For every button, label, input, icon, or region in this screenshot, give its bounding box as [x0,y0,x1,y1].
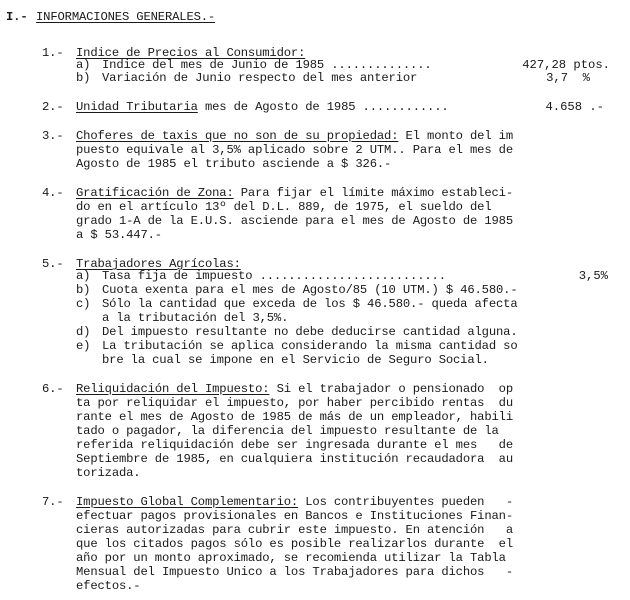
item-2-value: 4.658 .- [545,100,604,114]
item-6-line-3: rante el mes de Agosto de 1985 de más de un empleador, habili [76,410,513,424]
item-5b-label: b) [76,283,91,297]
item-6-line-5: referida reliquidación debe ser ingresada durante el mes de [76,438,513,452]
section-title: INFORMACIONES GENERALES.- [36,10,216,24]
item-7-line-5: año por un monto aproximado, se recomienda utilizar la Tabla [76,551,506,565]
item-2-number: 2.- [42,100,64,114]
item-1a-text: Indice del mes de Junio de 1985 .............. [102,58,432,72]
item-5c-continuation: a la tributación del 3,5%. [102,311,289,325]
item-5b-text: Cuota exenta para el mes de Agosto/85 (10 UTM.) $ 46.580.- [102,283,518,297]
item-2-heading: Unidad Tributaria [76,100,198,114]
item-1b-label: b) [76,71,91,85]
item-1-number: 1.- [42,46,64,60]
item-7-line-7: efectos.- [76,579,141,593]
item-5c-text: Sólo la cantidad que exceda de los $ 46.580.- queda afecta [102,297,518,311]
item-5c-label: c) [76,297,91,311]
item-7-number: 7.- [42,495,64,509]
item-5e-label: e) [76,339,91,353]
item-5e-text: La tributación se aplica considerando la misma cantidad so [102,339,518,353]
item-7-line-3: cieras autorizadas para cubrir este impuesto. En atención a [76,523,513,537]
section-number: I.- [6,10,28,24]
item-6-line-1: Si el trabajador o pensionado op [269,382,513,396]
item-1a-label: a) [76,58,91,72]
item-5e-continuation: bre la cual se impone en el Servicio de Seguro Social. [102,353,489,367]
item-5-number: 5.- [42,257,64,271]
item-3-number: 3.- [42,129,64,143]
item-7-line-6: Mensual del Impuesto Unico a los Trabajadores para dichos - [76,565,513,579]
item-4-line-4: a $ 53.447.- [76,228,162,242]
item-7-line-1: Los contribuyentes pueden - [298,495,513,509]
item-6-line-2: ta por reliquidar el impuesto, por haber percibido rentas du [76,396,513,410]
item-1a-value: 427,28 ptos. [522,58,610,72]
item-6-line-7: torizada. [76,466,141,480]
item-5-heading: Trabajadores Agrícolas: [76,257,241,271]
item-4-line-1: Para fijar el límite máximo estableci- [233,186,513,200]
item-5d-text: Del impuesto resultante no debe deducirse cantidad alguna. [102,325,518,339]
item-5a-label: a) [76,269,91,283]
item-3-line-3: Agosto de 1985 el tributo asciende a $ 326.- [76,157,392,171]
item-6-line-6: Septiembre de 1985, en cualquiera institución recaudadora au [76,452,513,466]
item-4-line-2: do en el artículo 13º del D.L. 889, de 1975, el sueldo del [76,200,492,214]
item-6-heading: Reliquidación del Impuesto: [76,382,270,396]
item-3-line-2: puesto equivale al 3,5% aplicado sobre 2 UTM.. Para el mes de [76,143,513,157]
item-3-line-1: El monto del im [398,129,513,143]
item-7-heading: Impuesto Global Complementario: [76,495,299,509]
item-3-heading: Choferes de taxis que no son de su propiedad: [76,129,399,143]
item-2-rest: mes de Agosto de 1985 ............ [197,100,449,114]
item-4-number: 4.- [42,186,64,200]
item-1b-value: 3,7 % [546,71,590,85]
item-4-heading: Gratificación de Zona: [76,186,234,200]
item-7-line-2: efectuar pagos provisionales en Bancos e Instituciones Finan- [76,509,513,523]
item-6-line-4: tado o pagador, la diferencia del impuesto resultante de la [76,424,499,438]
item-7-line-4: que los citados pagos sólo es posible realizarlos durante el [76,537,513,551]
item-5a-value: 3,5% [578,269,608,283]
item-1b-text: Variación de Junio respecto del mes anterior [102,71,418,85]
item-6-number: 6.- [42,382,64,396]
item-5d-label: d) [76,325,91,339]
item-4-line-3: grado 1-A de la E.U.S. asciende para el mes de Agosto de 1985 [76,214,513,228]
item-5a-text: Tasa fija de impuesto .......................... [102,269,446,283]
item-1-heading: Indice de Precios al Consumidor: [76,46,306,60]
